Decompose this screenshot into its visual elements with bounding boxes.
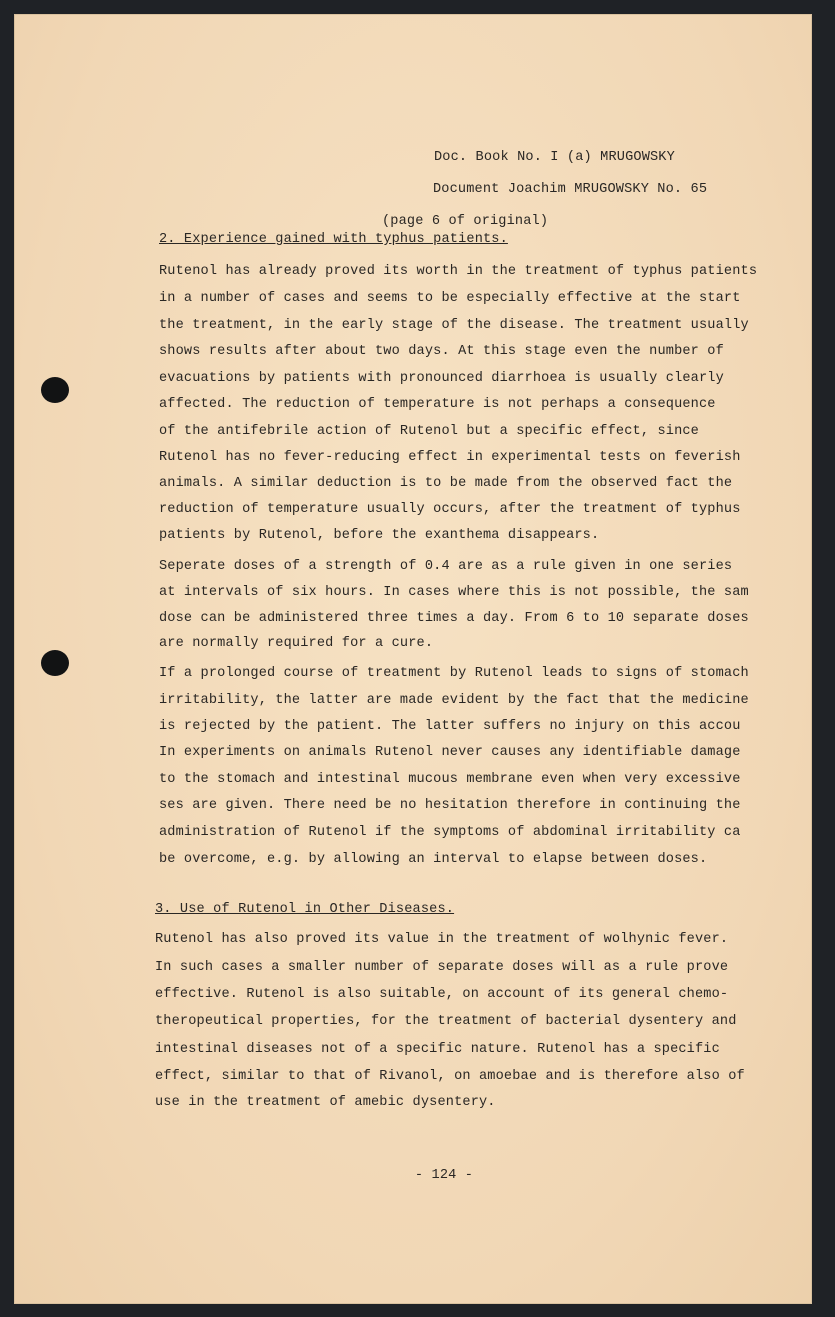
text-line: shows results after about two days. At this stage even the number of [159, 344, 724, 359]
text-line: to the stomach and intestinal mucous membrane even when very excessive [159, 772, 741, 787]
text-line: effective. Rutenol is also suitable, on account of its general chemo- [155, 987, 729, 1002]
document-page [14, 14, 812, 1304]
text-line: are normally required for a cure. [159, 636, 434, 651]
text-line: affected. The reduction of temperature is not perhaps a consequence [159, 397, 716, 412]
punch-hole [41, 650, 69, 676]
text-line: in a number of cases and seems to be especially effective at the start [159, 291, 741, 306]
text-line: Rutenol has also proved its value in the treatment of wolhynic fever. [155, 932, 729, 947]
text-line: Seperate doses of a strength of 0.4 are as a rule given in one series [159, 559, 733, 574]
text-line: Rutenol has already proved its worth in the treatment of typhus patients [159, 264, 758, 279]
text-line: theropeutical properties, for the treatment of bacterial dysentery and [155, 1014, 737, 1029]
text-line: irritability, the latter are made evident by the fact that the medicine [159, 693, 749, 708]
document-ref: Document Joachim MRUGOWSKY No. 65 [433, 182, 708, 197]
text-line: be overcome, e.g. by allowing an interval to elapse between doses. [159, 852, 708, 867]
page-reference: (page 6 of original) [382, 214, 549, 229]
text-line: the treatment, in the early stage of the disease. The treatment usually [159, 318, 749, 333]
text-line: patients by Rutenol, before the exanthema disappears. [159, 528, 600, 543]
text-line: If a prolonged course of treatment by Rutenol leads to signs of stomach [159, 666, 749, 681]
punch-hole [41, 377, 69, 403]
text-line: Rutenol has no fever-reducing effect in experimental tests on feverish [159, 450, 741, 465]
text-line: dose can be administered three times a day. From 6 to 10 separate doses [159, 611, 749, 626]
page-number: - 124 - [414, 1168, 474, 1183]
text-line: intestinal diseases not of a specific nature. Rutenol has a specific [155, 1042, 720, 1057]
doc-book-ref: Doc. Book No. I (a) MRUGOWSKY [434, 150, 675, 165]
text-line: of the antifebrile action of Rutenol but a specific effect, since [159, 424, 699, 439]
text-line: effect, similar to that of Rivanol, on amoebae and is therefore also of [155, 1069, 745, 1084]
section-2-heading: 2. Experience gained with typhus patients. [159, 232, 508, 247]
text-line: animals. A similar deduction is to be made from the observed fact the [159, 476, 733, 491]
text-line: at intervals of six hours. In cases where this is not possible, the sam [159, 585, 749, 600]
section-3-heading: 3. Use of Rutenol in Other Diseases. [155, 902, 455, 917]
text-line: evacuations by patients with pronounced diarrhoea is usually clearly [159, 371, 724, 386]
text-line: ses are given. There need be no hesitation therefore in continuing the [159, 798, 741, 813]
text-line: reduction of temperature usually occurs, after the treatment of typhus [159, 502, 741, 517]
text-line: In experiments on animals Rutenol never causes any identifiable damage [159, 745, 741, 760]
text-line: In such cases a smaller number of separate doses will as a rule prove [155, 960, 729, 975]
text-line: administration of Rutenol if the symptoms of abdominal irritability ca [159, 825, 741, 840]
text-line: use in the treatment of amebic dysentery. [155, 1095, 496, 1110]
text-line: is rejected by the patient. The latter suffers no injury on this accou [159, 719, 741, 734]
